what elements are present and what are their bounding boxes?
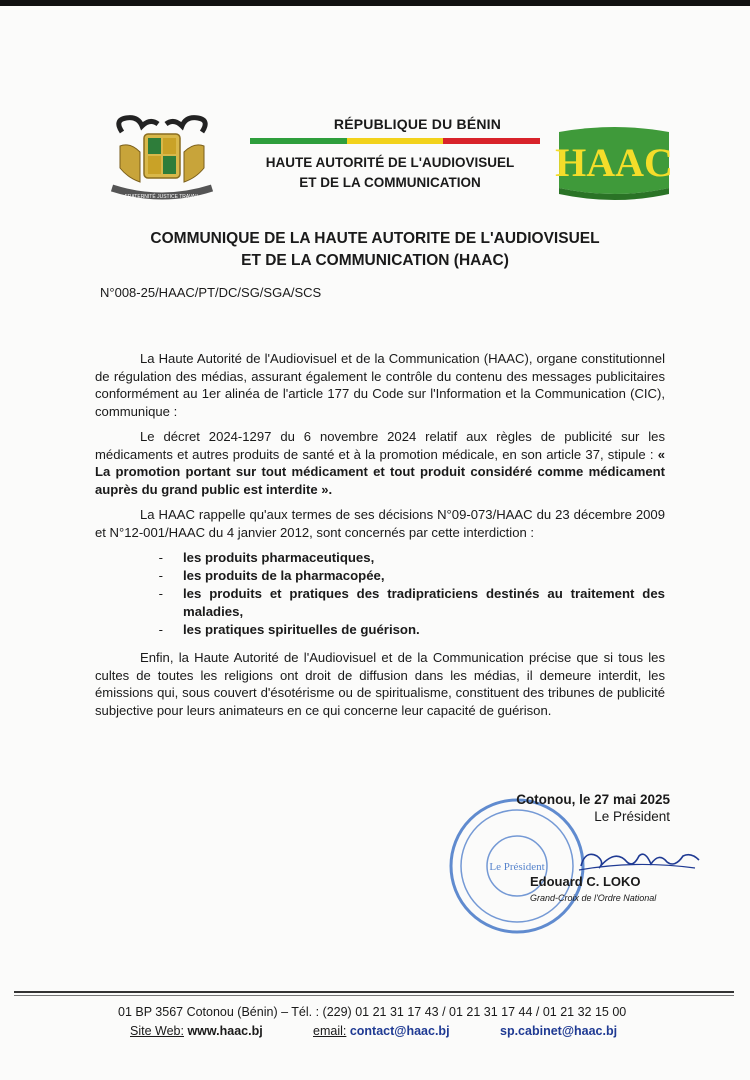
list-marker: - xyxy=(158,550,163,565)
paragraph-decree xyxy=(95,428,665,498)
authority-name xyxy=(240,153,540,193)
email-label: email: xyxy=(313,1024,347,1038)
paragraph-intro: La Haute Autorité de l'Audiovisuel et de la Communication (HAAC), organe constitutionnel de régulation des médias, assurant également le contrôle du contenu des messages publicitaires conformément au 1er alinéa de l'article 177 du Code sur l'Information et la Communication (CIC), communique : xyxy=(95,351,665,419)
signature-date: Cotonou, le 27 mai 2025 xyxy=(516,792,670,807)
list-marker: - xyxy=(158,586,163,601)
prohibited-list xyxy=(95,549,665,639)
list-marker: - xyxy=(158,568,163,583)
footer-divider-thin xyxy=(14,995,734,996)
signatory-order: Grand-Croix de l'Ordre National xyxy=(530,893,657,903)
list-item-text: les produits de la pharmacopée, xyxy=(183,568,385,583)
website-link[interactable]: www.haac.bj xyxy=(187,1024,263,1038)
list-item xyxy=(95,621,665,639)
header-republic xyxy=(240,116,540,132)
signature-block xyxy=(470,792,670,824)
list-item xyxy=(95,549,665,567)
decree-text: Le décret 2024-1297 du 6 novembre 2024 relatif aux règles de publicité sur les médicaments et autres produits de santé et à la promotion médicale, en son article 37, stipule : xyxy=(95,429,665,462)
haac-logo-icon xyxy=(555,122,673,207)
paragraph-decisions: La HAAC rappelle qu'aux termes de ses décisions N°09-073/HAAC du 23 décembre 2009 et N°12-001/HAAC du 4 janvier 2012, sont concernés par cette interdiction : xyxy=(95,507,665,540)
republic-title: RÉPUBLIQUE DU BÉNIN xyxy=(333,116,502,132)
signatory-name: Edouard C. LOKO xyxy=(530,874,641,889)
stamp-center-text: Le Président xyxy=(489,861,545,873)
flag-green xyxy=(250,138,347,144)
list-item xyxy=(95,585,665,621)
communique-body xyxy=(95,350,665,727)
flag-yellow xyxy=(347,138,444,144)
haac-logo-text: HAAC xyxy=(555,140,673,185)
coat-motto: FRATERNITÉ JUSTICE TRAVAIL xyxy=(124,194,200,200)
footer-website xyxy=(130,1024,263,1038)
title-line1: COMMUNIQUE DE LA HAUTE AUTORITE DE L'AUDIOVISUEL xyxy=(150,230,600,247)
list-item-text: les produits pharmaceutiques, xyxy=(183,550,375,565)
communique-title xyxy=(60,228,690,272)
list-item-text: les produits et pratiques des tradipraticiens destinés au traitement des maladies, xyxy=(183,586,665,619)
coat-of-arms-icon xyxy=(102,112,222,204)
list-marker: - xyxy=(158,622,163,637)
title-line2: ET DE LA COMMUNICATION (HAAC) xyxy=(241,252,509,269)
decree-quote: « La promotion portant sur tout médicament et tout produit considéré comme médicament auprès du grand public est interdite ». xyxy=(95,446,665,497)
authority-line1: HAUTE AUTORITÉ DE L'AUDIOVISUEL xyxy=(265,155,515,170)
authority-line2: ET DE LA COMMUNICATION xyxy=(299,175,481,190)
signature-role: Le Président xyxy=(594,809,670,824)
list-item-text: les pratiques spirituelles de guérison. xyxy=(183,622,420,637)
flag-red xyxy=(443,138,540,144)
website-label: Site Web: xyxy=(130,1024,184,1038)
footer-divider xyxy=(14,991,734,993)
footer-address: 01 BP 3567 Cotonou (Bénin) – Tél. : (229) 01 21 31 17 43 / 01 21 31 17 44 / 01 21 32 15 00 xyxy=(118,1005,627,1019)
email-link[interactable]: contact@haac.bj xyxy=(349,1024,450,1038)
reference-number: N°008-25/HAAC/PT/DC/SG/SGA/SCS xyxy=(100,285,322,300)
list-item xyxy=(95,567,665,585)
top-border xyxy=(0,0,750,6)
flag-bar xyxy=(250,138,540,144)
handwritten-signature-icon xyxy=(575,838,705,878)
footer-email xyxy=(313,1024,450,1038)
paragraph-conclusion: Enfin, la Haute Autorité de l'Audiovisuel et de la Communication précise que si tous les cultes de toutes les religions ont droit de diffusion dans les médias, il demeure interdit, les émissions qui, sous couvert d'ésotérisme ou de spiritualisme, constituent des tribunes de publicité subjective pour leurs animateurs en ce qui concerne leur capacité de guérison. xyxy=(95,650,665,718)
cabinet-email-link[interactable]: sp.cabinet@haac.bj xyxy=(500,1024,618,1038)
